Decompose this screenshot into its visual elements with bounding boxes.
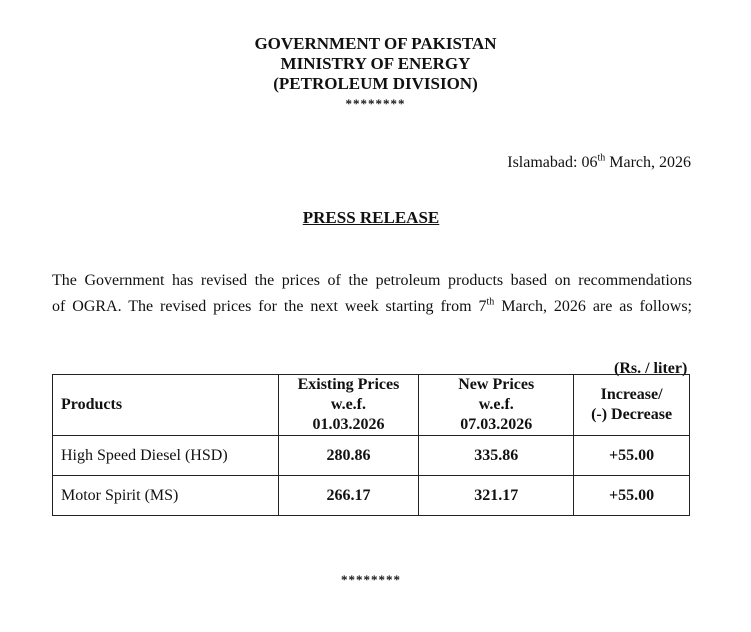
table-row [53, 476, 690, 516]
header-ministry: MINISTRY OF ENERGY [280, 54, 471, 73]
price-table [52, 374, 690, 516]
header-new [419, 375, 574, 436]
dateline-prefix: Islamabad: 06 [507, 154, 598, 171]
header-products: Products [53, 375, 279, 436]
body-line-2-a: of OGRA. The revised prices for the next week starting from 7 [52, 298, 487, 315]
row-change: +55.00 [574, 436, 690, 476]
header-new-line1: New Prices [458, 376, 535, 393]
footer-stars: ******** [341, 572, 401, 587]
row-new-price: 335.86 [419, 436, 574, 476]
header-stars: ******** [345, 96, 406, 111]
row-existing-price: 266.17 [278, 476, 419, 516]
header-existing-line3: 01.03.2026 [312, 416, 385, 433]
row-product: Motor Spirit (MS) [53, 476, 279, 516]
header-change-line2: (-) Decrease [591, 406, 673, 423]
row-product: High Speed Diesel (HSD) [53, 436, 279, 476]
body-line-2-sup: th [486, 296, 495, 308]
dateline [507, 154, 691, 172]
header-government: GOVERNMENT OF PAKISTAN [254, 34, 497, 53]
header-new-line2: w.e.f. [478, 396, 514, 413]
header-division: (PETROLEUM DIVISION) [273, 74, 478, 93]
header-existing-line1: Existing Prices [297, 376, 400, 393]
body-line-2 [52, 294, 692, 320]
header-change [574, 375, 690, 436]
table-row [53, 436, 690, 476]
header-existing-line2: w.e.f. [330, 396, 367, 413]
header-existing [278, 375, 419, 436]
body-paragraph [52, 268, 692, 320]
row-new-price: 321.17 [419, 476, 574, 516]
header-new-line3: 07.03.2026 [460, 416, 533, 433]
press-release-title: PRESS RELEASE [302, 208, 440, 227]
dateline-sup: th [597, 152, 606, 164]
row-change: +55.00 [574, 476, 690, 516]
header-change-line1: Increase/ [600, 386, 663, 403]
unit-note: (Rs. / liter) [614, 360, 688, 377]
row-existing-price: 280.86 [278, 436, 419, 476]
body-line-1: The Government has revised the prices of the petroleum products based on recommendations [52, 272, 692, 289]
body-line-2-b: March, 2026 are as follows; [494, 298, 692, 315]
table-header-row [53, 375, 690, 436]
dateline-suffix: March, 2026 [605, 154, 691, 171]
